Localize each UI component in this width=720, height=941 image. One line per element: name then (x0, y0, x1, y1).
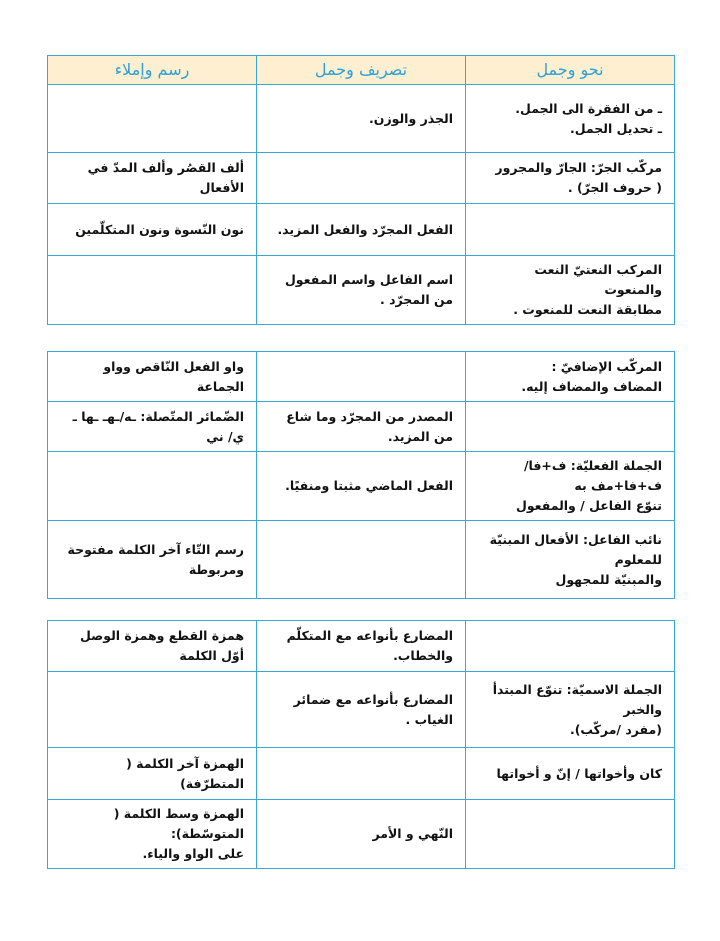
cell-rasm (48, 748, 257, 800)
table-row (48, 800, 675, 869)
cell-tasrif (257, 672, 466, 748)
cell-line: الهمزة وسط الكلمة ( المتوسّطة): (113, 806, 244, 841)
cell-tasrif (257, 521, 466, 599)
cell-nahw (466, 256, 675, 325)
cell-line: المصدر من المجرّد وما شاع من المزيد. (286, 408, 453, 444)
cell-nahw (466, 800, 675, 869)
curriculum-table-1 (47, 55, 675, 325)
cell-line: المضاف والمضاف إليه. (521, 378, 662, 394)
table-row (48, 204, 675, 256)
cell-line: مركّب الجرّ: الجارّ والمجرور (495, 160, 662, 175)
table-row (48, 748, 675, 800)
cell-line: ـ تحديل الجمل. (569, 120, 662, 136)
table-row (48, 85, 675, 153)
cell-line: كان وأخواتها / إنّ و أخواتها (496, 765, 662, 781)
cell-tasrif (257, 621, 466, 672)
cell-rasm (48, 521, 257, 599)
curriculum-table-3 (47, 620, 675, 869)
cell-line: رسم التّاء آخر الكلمة مفتوحة ومربوطة (67, 541, 244, 577)
cell-tasrif (257, 352, 466, 402)
cell-nahw (466, 621, 675, 672)
cell-tasrif (257, 204, 466, 256)
header-rasm: رسم وإملاء (48, 56, 257, 85)
cell-rasm (48, 153, 257, 204)
cell-line: الجملة الاسميّة: تنوّع المبتدأ والخبر (492, 681, 662, 717)
cell-rasm (48, 621, 257, 672)
cell-nahw (466, 521, 675, 599)
cell-nahw (466, 402, 675, 452)
cell-nahw (466, 452, 675, 521)
cell-tasrif (257, 85, 466, 153)
cell-rasm (48, 204, 257, 256)
cell-line: اسم الفاعل واسم المفعول من المجرّد . (284, 272, 453, 307)
cell-nahw (466, 352, 675, 402)
table-row (48, 621, 675, 672)
cell-nahw (466, 85, 675, 153)
cell-nahw (466, 204, 675, 256)
table-row (48, 452, 675, 521)
cell-tasrif (257, 452, 466, 521)
cell-line: مطابقة النعت للمنعوت . (513, 302, 662, 317)
cell-line: نون النّسوة ونون المتكلّمين (75, 221, 244, 237)
table-row (48, 352, 675, 402)
cell-nahw (466, 153, 675, 204)
cell-tasrif (257, 153, 466, 204)
table-row (48, 256, 675, 325)
cell-tasrif (257, 256, 466, 325)
curriculum-table-2 (47, 351, 675, 599)
cell-line: همزة القطع وهمزة الوصل أوّل الكلمة (80, 628, 244, 663)
cell-rasm (48, 452, 257, 521)
cell-line: ( حروف الجرّ) . (567, 180, 662, 195)
cell-rasm (48, 256, 257, 325)
cell-line: المضارع بأنواعه مع المتكلّم والخطاب. (286, 628, 453, 663)
cell-rasm (48, 672, 257, 748)
cell-rasm (48, 352, 257, 402)
cell-tasrif (257, 402, 466, 452)
cell-line: الفعل المجرّد والفعل المزيد. (277, 221, 453, 237)
cell-rasm (48, 85, 257, 153)
cell-line: الفعل الماضي مثبتا ومنفيًا. (285, 478, 453, 493)
cell-line: النّهي و الأمر (372, 826, 453, 841)
cell-nahw (466, 672, 675, 748)
header-tasrif: تصريف وجمل (257, 56, 466, 85)
cell-line: ـ من الفقرة الى الجمل. (515, 100, 662, 116)
cell-line: تنوّع الفاعل / والمفعول (515, 498, 662, 513)
cell-line: ألف القصُر وألف المدّ في الأفعال (87, 160, 244, 195)
cell-line: المركب النعتيّ النعت والمنعوت (534, 262, 662, 297)
cell-line: المضارع بأنواعه مع ضمائر الغياب . (293, 691, 453, 727)
cell-line: (مفرد /مركّب). (569, 721, 662, 737)
cell-line: والمبنيّة للمجهول (555, 571, 662, 587)
cell-line: على الواو والياء. (142, 846, 244, 861)
cell-rasm (48, 402, 257, 452)
cell-rasm (48, 800, 257, 869)
table-row (48, 402, 675, 452)
cell-line: الهمزة آخر الكلمة ( المتطرّفة) (126, 755, 244, 791)
table-row (48, 672, 675, 748)
cell-line: واو الفعل النّاقص وواو الجماعة (103, 358, 244, 394)
cell-line: نائب الفاعل: الأفعال المبنيّة للمعلوم (489, 531, 662, 567)
cell-line: الجملة الفعليّة: ف+فا/ ف+فا+مف به (523, 458, 662, 493)
cell-nahw (466, 748, 675, 800)
table-row (48, 153, 675, 204)
table-row (48, 521, 675, 599)
cell-line: الجذر والوزن. (369, 110, 453, 126)
table-header-row (48, 56, 675, 85)
header-nahw: نحو وجمل (466, 56, 675, 85)
cell-line: الضّمائر المتّصلة: ـه/ـهـ ـها ـ ي/ ني (72, 408, 244, 444)
cell-line: المركّب الإضافيّ : (551, 358, 662, 374)
cell-tasrif (257, 800, 466, 869)
cell-tasrif (257, 748, 466, 800)
